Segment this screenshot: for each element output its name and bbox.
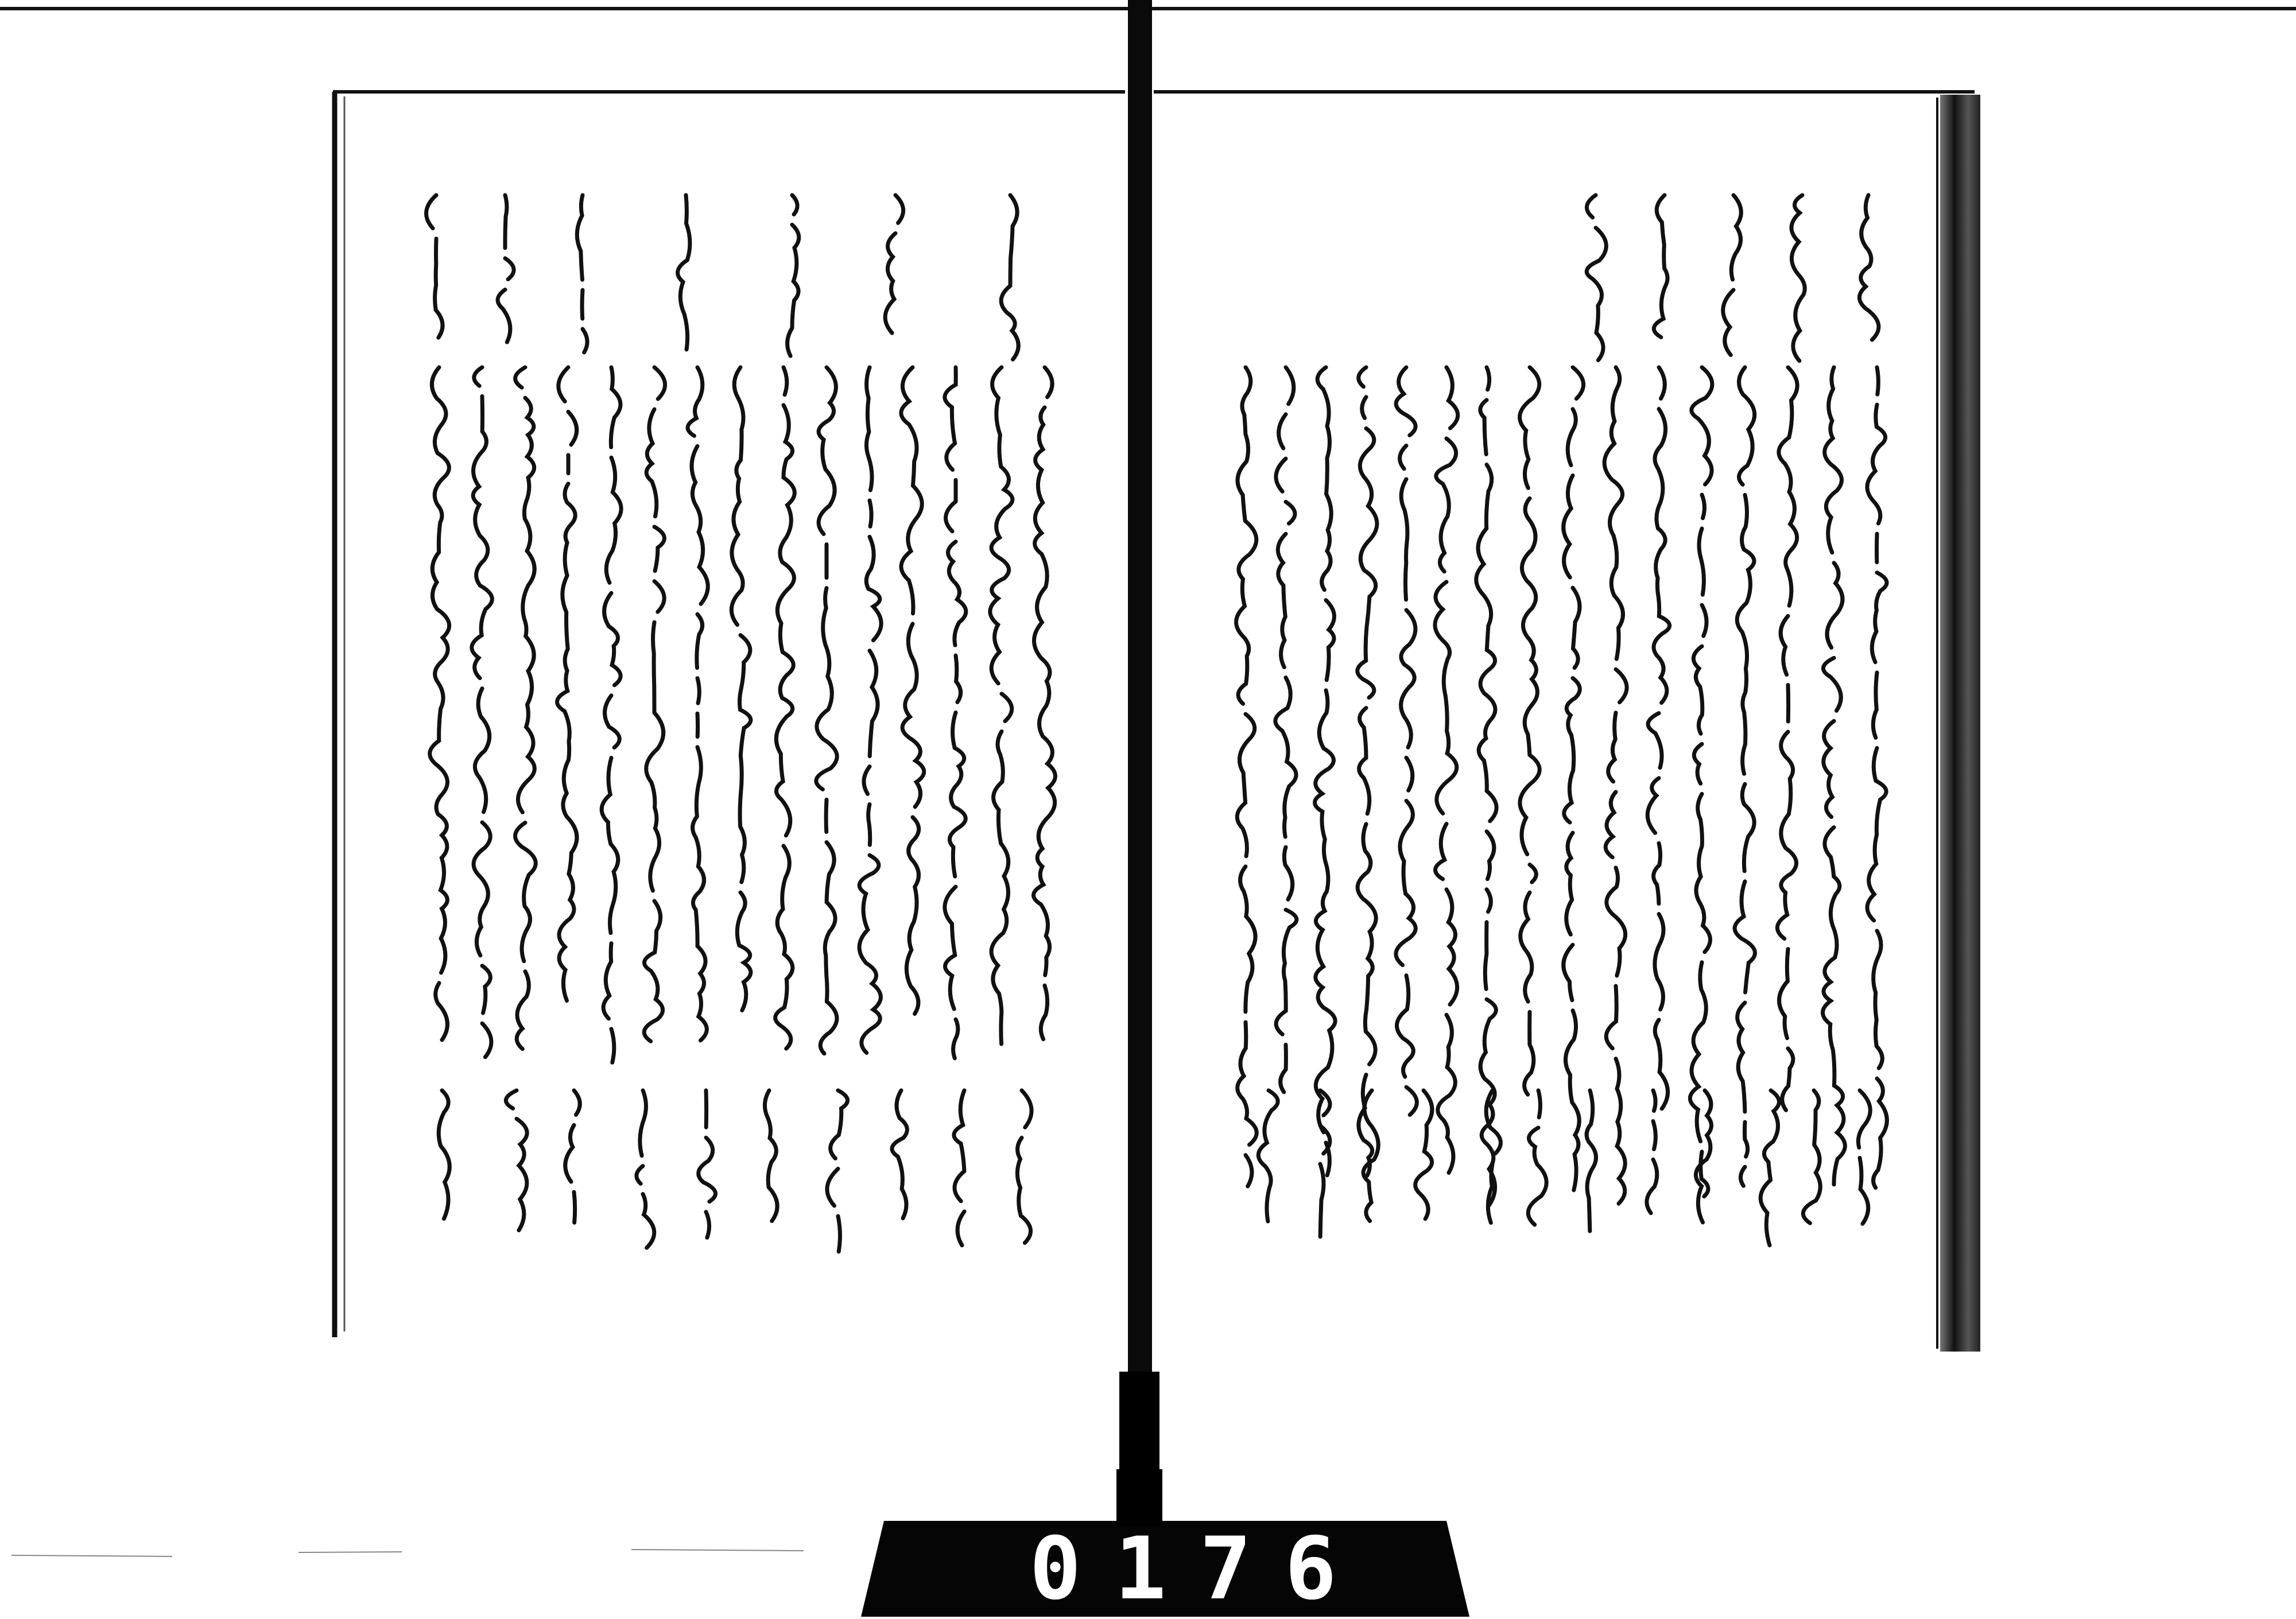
- author-column-left: [954, 1090, 964, 1245]
- author-column-right: [1760, 1090, 1779, 1245]
- author-column-left: [1017, 1090, 1031, 1243]
- frame-counter: 0176: [1029, 1519, 1370, 1619]
- text-column-right: [1520, 367, 1540, 1094]
- heading-column-right: [1859, 195, 1879, 340]
- heading-column-left: [678, 195, 690, 350]
- author-column-left: [765, 1090, 777, 1221]
- text-column-left: [945, 367, 966, 1058]
- heading-column-left: [788, 195, 799, 356]
- author-column-right: [1803, 1090, 1820, 1233]
- text-column-left: [990, 367, 1013, 1044]
- heading-column-left: [1001, 195, 1018, 359]
- text-column-right: [1822, 367, 1845, 1185]
- heading-column-left: [885, 195, 903, 333]
- heading-column-left: [498, 195, 514, 342]
- text-column-right: [1358, 367, 1377, 1186]
- text-column-right: [1396, 367, 1417, 1115]
- author-column-left: [892, 1090, 907, 1218]
- text-column-left: [688, 367, 708, 1040]
- author-column-right: [1647, 1090, 1657, 1224]
- left-page: [333, 92, 1125, 1337]
- text-column-left: [644, 367, 665, 1041]
- binding: [1119, 0, 1159, 1515]
- heading-column-left: [426, 195, 443, 337]
- text-column-right: [1564, 367, 1584, 1190]
- handwritten-text-columns: [426, 195, 1887, 1262]
- heading-column-right: [1723, 195, 1742, 355]
- text-column-right: [1647, 367, 1669, 1109]
- page-edge-stack: [1940, 95, 1980, 1352]
- scan-noise: [11, 1550, 804, 1556]
- text-column-left: [472, 367, 492, 1057]
- text-column-right: [1690, 367, 1712, 1197]
- text-column-right: [1735, 367, 1755, 1186]
- author-column-left: [827, 1090, 848, 1262]
- text-column-right: [1275, 367, 1297, 1092]
- heading-column-right: [1587, 195, 1606, 371]
- text-column-right: [1867, 367, 1887, 1188]
- text-column-left: [1034, 367, 1056, 1039]
- author-column-left: [637, 1090, 654, 1248]
- text-column-left: [816, 367, 837, 1054]
- heading-column-right: [1791, 195, 1805, 371]
- text-column-left: [515, 367, 536, 1049]
- text-column-right: [1476, 367, 1496, 1205]
- heading-column-right: [1654, 195, 1667, 337]
- text-column-right: [1604, 367, 1627, 1203]
- author-column-left: [439, 1090, 449, 1219]
- author-column-left: [506, 1090, 527, 1230]
- text-column-left: [859, 367, 881, 1063]
- text-column-left: [430, 367, 449, 1040]
- text-column-left: [731, 367, 751, 1011]
- author-column-right: [1528, 1090, 1546, 1225]
- text-column-right: [1236, 367, 1257, 1186]
- author-column-right: [1858, 1090, 1870, 1224]
- author-column-left: [565, 1090, 580, 1222]
- text-column-left: [775, 367, 795, 1049]
- heading-column-left: [577, 195, 587, 352]
- text-column-left: [557, 367, 577, 1011]
- author-column-right: [1587, 1090, 1596, 1231]
- text-column-left: [602, 367, 621, 1062]
- text-column-right: [1314, 367, 1335, 1186]
- author-column-right: [1258, 1090, 1278, 1221]
- text-column-left: [901, 367, 924, 1014]
- text-column-right: [1777, 367, 1797, 1110]
- author-column-left: [699, 1090, 716, 1238]
- author-column-right: [1415, 1090, 1432, 1219]
- text-column-right: [1435, 367, 1458, 1183]
